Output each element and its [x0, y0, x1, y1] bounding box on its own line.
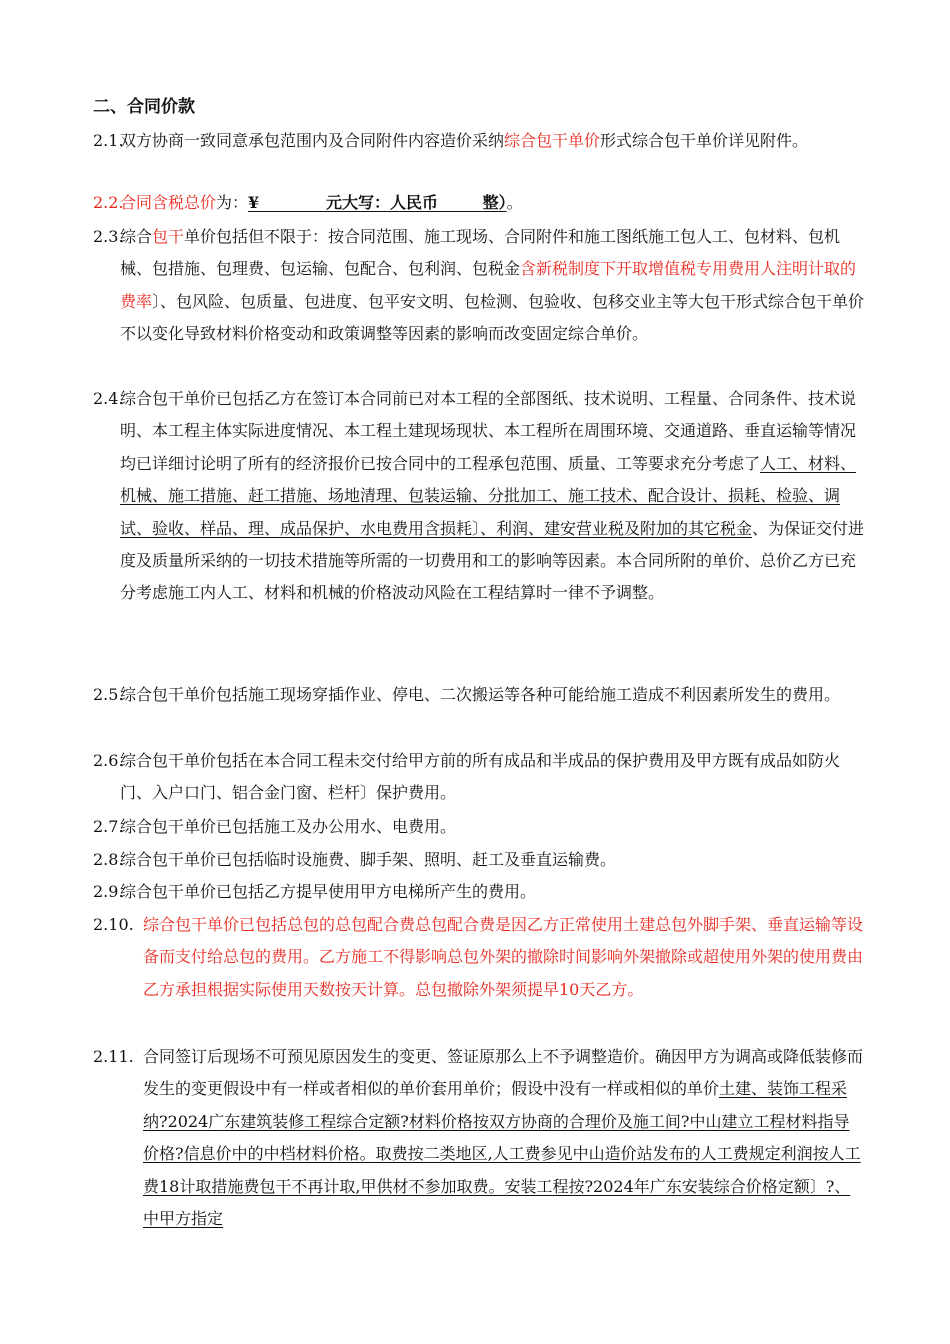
clause-number: 2.6.: [93, 751, 124, 770]
clause-2-4: [93, 383, 865, 610]
clause-underlined: 土建、装饰工程采纳?2024广东建筑装修工程综合定额?材料价格按双方协商的合理价及施工间?中山建立工程材料指导价格?信息价中的中档材料价格。取费按二类地区,人工费参见中山造价站发布的人工费规定利润按人工费18计取措施费包干不再计取,甲供材不参加取费。安装工程按?2024年广东安装综合价格定额〕?、中甲方指定: [143, 1079, 861, 1229]
clause-text: 综合: [120, 227, 153, 246]
clause-highlight: 合同含税总价: [120, 193, 217, 212]
clause-number: 2.4.: [93, 389, 124, 408]
clause-text: 综合包干单价已包括施工及办公用水、电费用。: [120, 817, 457, 836]
clause-2-10: [93, 909, 865, 1006]
clause-underlined: 人工、材料、机械、施工措施、赶工措施、场地清理、包装运输、分批加工、施工技术、配合设计、损耗、检验、调试、验收、样品、理、成品保护、水电费用含损耗〕、利润、建安营业税及附加的其它税金: [120, 453, 857, 538]
total-price-blank: ¥ 元大写：人民币 整）: [248, 193, 507, 212]
clause-2-7: [93, 811, 865, 843]
clause-highlight: 综合包干单价: [504, 131, 601, 150]
clause-highlight: 综合包干单价已包括总包的总包配合费总包配合费是因乙方正常使用土建总包外脚手架、垂直运输等设备而支付给总包的费用。乙方施工不得影响总包外架的撤除时间影响外架撤除或超使用外架的使用费由乙方承担根据实际使用天数按天计算。总包撤除外架须提早10天乙方。: [143, 915, 864, 999]
clause-text: 、为保证交付进度及质量所采纳的一切技术措施等所需的一切费用和工的影响等因素。本合同所附的单价、总价乙方已充分考虑施工内人工、材料和机械的价格波动风险在工程结算时一律不予调整。: [120, 518, 865, 603]
section-title: 二、合同价款: [93, 97, 195, 117]
clause-text: 为：: [216, 193, 249, 212]
clause-2-6: [93, 745, 865, 810]
clause-number: 2.7.: [93, 817, 124, 836]
clause-text: 综合包干单价已包括临时设施费、脚手架、照明、赶工及垂直运输费。: [120, 850, 617, 869]
clause-2-2: [93, 187, 865, 219]
clause-text: 综合包干单价已包括乙方提早使用甲方电梯所产生的费用。: [120, 882, 537, 901]
clause-highlight: 含新税制度下开取增值税专用费用人注明计取的费率: [120, 259, 857, 311]
clause-text: 综合包干单价包括施工现场穿插作业、停电、二次搬运等各种可能给施工造成不利因素所发生的费用。: [120, 685, 841, 704]
clause-highlight: 包干: [152, 227, 185, 246]
clause-2-1: [93, 125, 865, 157]
clause-text: 综合包干单价包括在本合同工程未交付给甲方前的所有成品和半成品的保护费用及甲方既有成品如防火门、入户口门、铝合金门窗、栏杆〕保护费用。: [120, 751, 841, 803]
clause-text: 。: [506, 193, 523, 212]
clause-2-11: [93, 1041, 865, 1235]
clause-text: 综合包干单价已包括乙方在签订本合同前已对本工程的全部图纸、技术说明、工程量、合同条件、技术说明、本工程主体实际进度情况、本工程土建现场现状、本工程所在周围环境、交通道路、垂直运输等情况均已详细讨论明了所有的经济报价已按合同中的工程承包范围、质量、工等要求充分考虑了: [120, 389, 857, 473]
clause-number: 2.5.: [93, 685, 124, 704]
clause-number: 2.3.: [93, 227, 124, 246]
clause-number: 2.11.: [93, 1047, 134, 1066]
clause-2-3: [93, 221, 865, 351]
clause-number: 2.10.: [93, 915, 134, 934]
clause-text: 形式综合包干单价详见附件。: [600, 131, 809, 150]
clause-text: 双方协商一致同意承包范围内及合同附件内容造价采纳: [120, 131, 505, 150]
clause-2-5: [93, 679, 865, 711]
clause-text: 合同签订后现场不可预见原因发生的变更、签证原那么上不予调整造价。确因甲方为调高或降低装修而发生的变更假设中有一样或者相似的单价套用单价；假设中没有一样或相似的单价: [143, 1047, 864, 1099]
clause-number: 2.2.: [93, 193, 124, 212]
clause-text: 〕、包风险、包质量、包进度、包平安文明、包检测、包验收、包移交业主等大包干形式综合包干单价不以变化导致材料价格变动和政策调整等因素的影响而改变固定综合单价。: [120, 291, 865, 344]
clause-number: 2.1.: [93, 131, 124, 150]
clause-2-9: [93, 876, 865, 908]
clause-2-8: [93, 844, 865, 876]
clause-number: 2.8.: [93, 850, 124, 869]
clause-number: 2.9.: [93, 882, 124, 901]
clause-text: 单价包括但不限于：按合同范围、施工现场、合同附件和施工图纸施工包人工、包材料、包机械、包措施、包理费、包运输、包配合、包利润、包税金: [120, 227, 841, 279]
